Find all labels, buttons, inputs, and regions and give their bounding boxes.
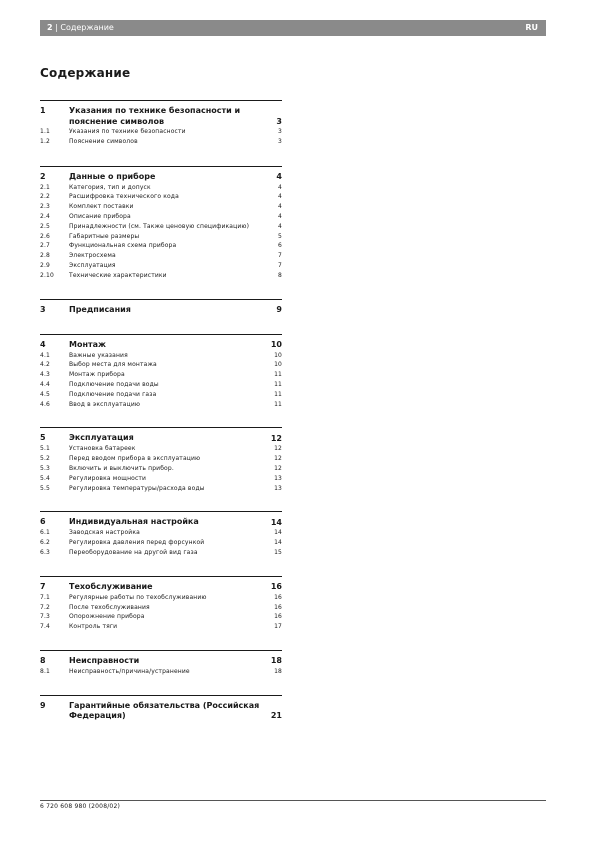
toc-entry-page: 15 [274, 548, 282, 556]
toc-entry-title: Электросхема [69, 252, 116, 260]
toc-section-heading[interactable] [40, 433, 282, 444]
toc-entry-page: 16 [274, 593, 282, 601]
toc-section-heading[interactable] [40, 517, 282, 528]
toc-entry-title: Подключение подачи газа [69, 390, 157, 398]
toc-entry[interactable] [40, 222, 282, 232]
toc-entry-title: Выбор места для монтажа [69, 361, 157, 369]
toc-entry-page: 11 [274, 390, 282, 398]
toc-section [40, 334, 282, 410]
toc-entry-number: 6.3 [40, 548, 50, 556]
toc-entry-title: Указания по технике безопасности [69, 128, 186, 135]
table-of-contents [40, 100, 282, 740]
toc-entry[interactable] [40, 454, 282, 464]
toc-entry-number: 8.1 [40, 667, 50, 675]
toc-section-heading[interactable] [40, 701, 282, 722]
toc-entry-title: После техобслуживания [69, 603, 150, 611]
toc-entry-number: 2.6 [40, 232, 50, 240]
toc-entry-number: 2.3 [40, 203, 50, 211]
toc-entry-page: 10 [274, 351, 282, 359]
toc-entry[interactable] [40, 612, 282, 622]
toc-section-title: Техобслуживание [69, 581, 153, 591]
toc-entry[interactable] [40, 464, 282, 474]
toc-entry[interactable] [40, 370, 282, 380]
toc-entry-page: 13 [274, 484, 282, 492]
toc-entry[interactable] [40, 484, 282, 494]
toc-entry[interactable] [40, 528, 282, 538]
toc-section-number: 1 [40, 106, 46, 115]
toc-entry-title: Включить и выключить прибор. [69, 464, 174, 472]
toc-section-title: Гарантийные обязательства (Российская Федерация) [69, 700, 260, 721]
toc-entry[interactable] [40, 183, 282, 193]
toc-entry-page: 3 [278, 137, 282, 145]
toc-entry-page: 10 [274, 361, 282, 369]
toc-entry-title: Ввод в эксплуатацию [69, 400, 141, 408]
toc-entry-title: Регулярные работы по техобслуживанию [69, 593, 207, 601]
toc-entry-page: 4 [278, 203, 282, 211]
toc-entry-page: 11 [274, 380, 282, 388]
toc-entry-page: 18 [274, 667, 282, 675]
toc-section-page: 21 [270, 711, 282, 721]
toc-section-page: 16 [270, 582, 282, 592]
toc-entry-page: 7 [278, 261, 282, 269]
toc-entry-page: 11 [274, 400, 282, 408]
toc-entry-number: 7.3 [40, 613, 50, 621]
toc-entry-number: 7.1 [40, 593, 50, 601]
toc-section-number: 2 [40, 171, 46, 181]
toc-section-page: 14 [270, 517, 282, 527]
header-separator: | [55, 23, 58, 32]
toc-entry[interactable] [40, 271, 282, 281]
toc-section-page: 3 [276, 116, 282, 126]
toc-entry[interactable] [40, 603, 282, 613]
toc-entry[interactable] [40, 667, 282, 677]
toc-entry-title: Важные указания [69, 351, 128, 359]
toc-section-page: 4 [276, 172, 282, 182]
toc-entry-title: Монтаж прибора [69, 371, 125, 379]
toc-entry-title: Установка батареек [69, 445, 136, 453]
toc-entry[interactable] [40, 444, 282, 454]
toc-entry[interactable] [40, 390, 282, 400]
toc-entry-number: 4.5 [40, 390, 50, 398]
toc-entry-page: 4 [278, 193, 282, 201]
toc-section-page: 9 [276, 305, 282, 315]
footer-doc-code: 6 720 608 980 (2008/02) [40, 803, 121, 810]
toc-entry-number: 6.2 [40, 539, 50, 547]
toc-entry-number: 5.3 [40, 464, 50, 472]
toc-entry-number: 2.7 [40, 242, 50, 250]
toc-section-heading[interactable] [40, 172, 282, 183]
toc-section [40, 576, 282, 632]
header-title: Содержание [60, 23, 114, 32]
toc-entry-page: 3 [278, 128, 282, 135]
toc-entry-title: Опорожнение прибора [69, 613, 145, 621]
toc-entry[interactable] [40, 593, 282, 603]
toc-entry-title: Контроль тяги [69, 623, 118, 631]
toc-section-title: Указания по технике безопасности и пояснение символов [69, 106, 241, 126]
toc-section-title: Монтаж [69, 339, 106, 349]
toc-entry-page: 16 [274, 613, 282, 621]
toc-entry-page: 17 [274, 623, 282, 631]
toc-section [40, 427, 282, 493]
toc-entry-title: Функциональная схема прибора [69, 242, 177, 250]
toc-entry-page: 16 [274, 603, 282, 611]
toc-entry-number: 2.1 [40, 183, 50, 191]
toc-section [40, 100, 282, 147]
toc-section-number: 9 [40, 700, 46, 710]
toc-entry[interactable] [40, 241, 282, 251]
toc-entry[interactable] [40, 232, 282, 242]
toc-entry-title: Описание прибора [69, 212, 131, 220]
toc-entry[interactable] [40, 548, 282, 558]
toc-entry-page: 5 [278, 232, 282, 240]
toc-entry-title: Перед вводом прибора в эксплуатацию [69, 455, 201, 463]
toc-entry-number: 1.1 [40, 128, 50, 135]
toc-section-heading[interactable] [40, 106, 282, 127]
toc-entry-number: 5.1 [40, 445, 50, 453]
page-title: Содержание [40, 66, 131, 80]
toc-entry-number: 2.4 [40, 212, 50, 220]
header-language: RU [525, 23, 538, 32]
footer-divider [40, 800, 546, 801]
toc-entry-title: Заводская настройка [69, 529, 140, 537]
toc-entry[interactable] [40, 251, 282, 261]
toc-section-title: Неисправности [69, 655, 140, 665]
toc-entry[interactable] [40, 202, 282, 212]
toc-section-page: 10 [270, 340, 282, 350]
toc-entry[interactable] [40, 400, 282, 410]
toc-section-page: 12 [270, 433, 282, 443]
toc-entry-title: Неисправность/причина/устранение [69, 667, 190, 675]
toc-section-number: 4 [40, 339, 46, 349]
header-left [47, 20, 114, 36]
toc-entry-page: 8 [278, 271, 282, 279]
toc-entry-title: Технические характеристики [69, 271, 167, 279]
header-bar [40, 20, 546, 36]
toc-entry-page: 6 [278, 242, 282, 250]
toc-section [40, 166, 282, 281]
toc-section-title: Данные о приборе [69, 171, 156, 181]
toc-section-number: 3 [40, 304, 46, 314]
toc-entry-page: 4 [278, 212, 282, 220]
toc-section-heading[interactable] [40, 340, 282, 351]
header-page-number: 2 [47, 23, 53, 32]
toc-entry-title: Эксплуатация [69, 261, 116, 269]
toc-section-page: 18 [270, 656, 282, 666]
toc-entry-number: 2.2 [40, 193, 50, 201]
toc-section [40, 650, 282, 677]
toc-entry-title: Подключение подачи воды [69, 380, 159, 388]
toc-entry-page: 12 [274, 464, 282, 472]
toc-section-heading[interactable] [40, 656, 282, 667]
toc-entry-title: Переоборудование на другой вид газа [69, 548, 198, 556]
toc-entry[interactable] [40, 380, 282, 390]
toc-entry[interactable] [40, 622, 282, 632]
toc-entry-page: 14 [274, 529, 282, 537]
toc-entry-number: 7.4 [40, 623, 50, 631]
toc-entry-page: 7 [278, 252, 282, 260]
toc-entry-title: Категория, тип и допуск [69, 183, 151, 191]
toc-entry[interactable] [40, 192, 282, 202]
toc-entry[interactable] [40, 137, 282, 147]
toc-entry[interactable] [40, 351, 282, 361]
toc-entry-number: 4.3 [40, 371, 50, 379]
toc-entry-page: 13 [274, 474, 282, 482]
toc-entry-title: Комплект поставки [69, 203, 134, 211]
toc-entry-page: 12 [274, 445, 282, 453]
toc-entry-number: 4.4 [40, 380, 50, 388]
toc-section-title: Индивидуальная настройка [69, 517, 199, 527]
toc-entry-page: 4 [278, 222, 282, 230]
toc-entry-page: 14 [274, 539, 282, 547]
toc-entry-number: 4.1 [40, 351, 50, 359]
toc-entry-page: 11 [274, 371, 282, 379]
toc-section-heading[interactable] [40, 305, 282, 316]
toc-section-number: 8 [40, 655, 46, 665]
toc-entry-title: Регулировка мощности [69, 474, 147, 482]
toc-section [40, 511, 282, 557]
toc-entry-number: 2.10 [40, 271, 54, 279]
toc-entry-title: Габаритные размеры [69, 232, 140, 240]
toc-entry-number: 5.4 [40, 474, 50, 482]
toc-entry-number: 5.5 [40, 484, 50, 492]
toc-section [40, 695, 282, 722]
toc-entry-number: 2.9 [40, 261, 50, 269]
toc-entry-title: Регулировка температуры/расхода воды [69, 484, 205, 492]
toc-section-number: 6 [40, 517, 46, 527]
toc-entry-number: 4.6 [40, 400, 50, 408]
toc-entry-number: 4.2 [40, 361, 50, 369]
toc-section [40, 299, 282, 316]
toc-section-title: Предписания [69, 304, 131, 314]
toc-section-title: Эксплуатация [69, 433, 134, 443]
toc-entry[interactable] [40, 360, 282, 370]
toc-entry-page: 12 [274, 455, 282, 463]
toc-section-number: 7 [40, 581, 46, 591]
toc-entry-number: 5.2 [40, 455, 50, 463]
toc-entry-number: 6.1 [40, 529, 50, 537]
toc-entry-number: 7.2 [40, 603, 50, 611]
toc-entry-page: 4 [278, 183, 282, 191]
toc-entry[interactable] [40, 261, 282, 271]
toc-entry-title: Принадлежности (см. Также ценовую спецификацию) [69, 222, 250, 230]
toc-section-number: 5 [40, 433, 46, 443]
toc-entry-title: Пояснение символов [69, 137, 138, 145]
toc-entry-title: Регулировка давления перед форсункой [69, 539, 205, 547]
toc-entry-title: Расшифровка технического кода [69, 193, 179, 201]
toc-entry-number: 2.5 [40, 222, 50, 230]
toc-entry-number: 2.8 [40, 252, 50, 260]
toc-entry-number: 1.2 [40, 137, 50, 145]
toc-entry[interactable] [40, 127, 282, 137]
toc-section-heading[interactable] [40, 582, 282, 593]
toc-entry[interactable] [40, 474, 282, 484]
toc-entry[interactable] [40, 212, 282, 222]
toc-entry[interactable] [40, 538, 282, 548]
